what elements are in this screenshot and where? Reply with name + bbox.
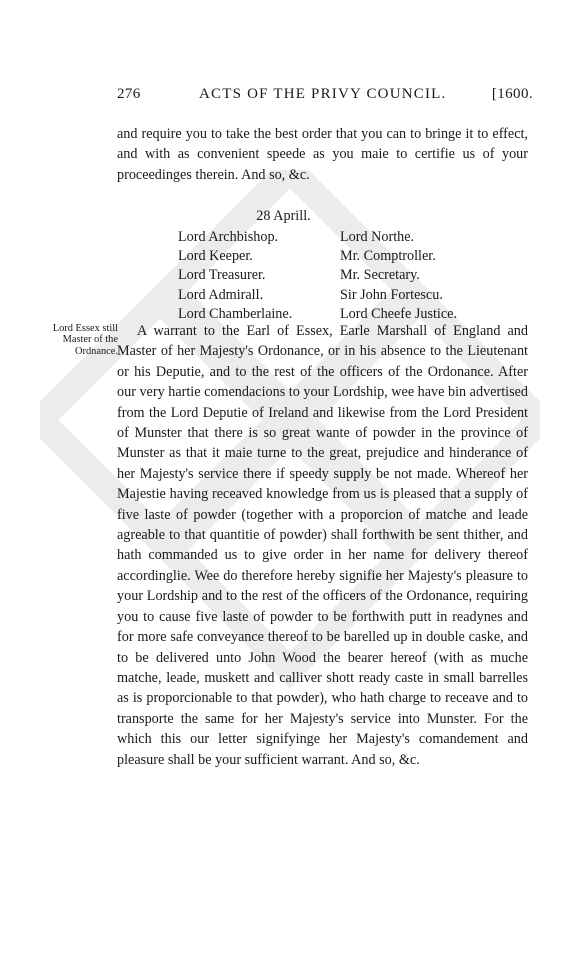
attendee: Mr. Comptroller. xyxy=(340,248,436,265)
attendee: Lord Archbishop. xyxy=(178,229,279,245)
continuation-text: and require you to take the best order that you can to bringe it to effect, and with as convenient speede as you maie to certifie us of your proceedinges therein. And so, &c. xyxy=(117,126,528,183)
meeting-date: 28 Aprill. xyxy=(256,208,311,224)
attendee: Lord Northe. xyxy=(340,229,415,245)
attendee: Lord Treasurer. xyxy=(178,267,266,284)
attendee: Lord Chamberlaine. xyxy=(178,305,293,322)
attendee-list xyxy=(178,228,510,324)
attendee: Mr. Secretary. xyxy=(340,267,420,284)
attendee: Lord Keeper. xyxy=(178,248,253,265)
year-marker: [1600. xyxy=(491,86,533,102)
warrant-paragraph xyxy=(117,321,528,770)
continuation-paragraph xyxy=(117,124,528,185)
marginal-note: Lord Essex still Master of the Ordnance. xyxy=(52,323,118,357)
attendee: Lord Admirall. xyxy=(178,286,264,303)
page-number: 276 xyxy=(117,86,141,102)
warrant-text: A warrant to the Earl of Essex, Earle Marshall of England and Master of her Majesty's Ordonance, or in his absence to the Lieutenant or his Deputie, and to the rest of the officers of the Ordonance. After our very hartie comendacions to your Lordship, wee have bin advertised from the Lord Deputie of Ireland and likewise from the Lord President of Munster that there is so great wante of powder in the province of Munster as that it maie turne to the great, prejudice and hinderance of her Majesty's service there if speedy supply be not made. Whereof her Majestie having receaved knowledge from us is pleased that a supply of five laste of powder (together with a proporcion of matche and leade agreable to that quantitie of powder) shall forthwith be sent thither, and hath commanded us to give order in her name for delivery thereof accordinglie. Wee do therefore hereby signifie her Majesty's pleasure to your Lordship and to the rest of the officers of the Ordonance, requiring you to cause five laste of powder to be forthwith putt in readynes and for more safe conveyance thereof to be barelled up in double caske, and to be delivered unto John Wood the bearer hereof (with as muche matche, leade, muskett and calliver shott ready caste in small barrelles as is proporcionable to that powder), who hath charge to receave and to transporte the same for her Majesty's service into Munster. For the which this our letter signifyinge her Majesty's comandement and pleasure shall be your sufficient warrant. And so, &c. xyxy=(117,323,528,768)
running-title: ACTS OF THE PRIVY COUNCIL. xyxy=(199,86,447,102)
attendee: Sir John Fortescu. xyxy=(340,286,443,303)
attendee: Lord Cheefe Justice. xyxy=(340,305,458,322)
